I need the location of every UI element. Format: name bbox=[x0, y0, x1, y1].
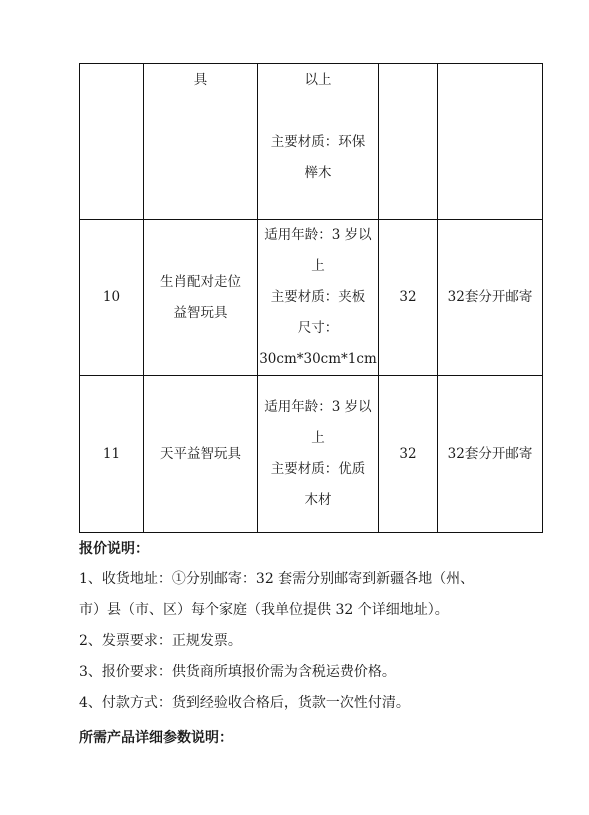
cell-name bbox=[144, 64, 258, 220]
spec-line: 尺寸： bbox=[297, 320, 339, 336]
spec-line: 主要材质：环保 bbox=[270, 134, 366, 150]
spec-gap bbox=[258, 96, 378, 127]
spec-line: 主要材质：优质 bbox=[270, 461, 366, 477]
quote-heading: 报价说明： bbox=[79, 541, 149, 557]
cell-qty bbox=[379, 64, 438, 220]
cell-remark: 32套分开邮寄 bbox=[438, 376, 543, 533]
quote-item: 2、发票要求：正规发票。 bbox=[79, 633, 242, 649]
cell-name: 天平益智玩具 bbox=[144, 376, 258, 533]
spec-line: 30cm*30cm*1cm bbox=[259, 351, 377, 367]
cell-qty: 32 bbox=[379, 376, 438, 533]
name-line: 益智玩具 bbox=[173, 304, 228, 321]
spec-line: 适用年龄：3 岁以 bbox=[264, 227, 372, 243]
params-heading: 所需产品详细参数说明： bbox=[79, 730, 233, 746]
cell-name bbox=[144, 220, 258, 376]
table-row bbox=[80, 64, 543, 220]
quote-item: 3、报价要求：供货商所填报价需为含税运费价格。 bbox=[79, 664, 396, 680]
product-spec-table bbox=[79, 63, 543, 533]
quote-item: 4、付款方式：货到经验收合格后，货款一次性付清。 bbox=[79, 695, 410, 711]
table-row bbox=[80, 376, 543, 533]
cell-no: 10 bbox=[80, 220, 144, 376]
spec-line: 以上 bbox=[304, 72, 332, 88]
spec-line: 上 bbox=[311, 258, 325, 274]
quote-notes bbox=[79, 534, 539, 719]
name-line: 生肖配对走位 bbox=[160, 273, 241, 290]
cell-remark bbox=[438, 64, 543, 220]
spec-line: 木材 bbox=[304, 492, 332, 508]
cell-spec bbox=[258, 376, 379, 533]
cell-no bbox=[80, 64, 144, 220]
table-row bbox=[80, 220, 543, 376]
cell-remark: 32套分开邮寄 bbox=[438, 220, 543, 376]
spec-line: 适用年龄：3 岁以 bbox=[264, 399, 372, 415]
quote-item: 市）县（市、区）每个家庭（我单位提供 32 个详细地址）。 bbox=[79, 602, 449, 618]
cell-no: 11 bbox=[80, 376, 144, 533]
cell-qty: 32 bbox=[379, 220, 438, 376]
spec-line: 上 bbox=[311, 430, 325, 446]
spec-line: 榉木 bbox=[304, 165, 332, 181]
cell-spec bbox=[258, 64, 379, 220]
cell-spec bbox=[258, 220, 379, 376]
quote-item: 1、收货地址：①分别邮寄：32 套需分别邮寄到新疆各地（州、 bbox=[79, 571, 475, 587]
name-line: 具 bbox=[193, 72, 208, 88]
spec-line: 主要材质：夹板 bbox=[270, 289, 366, 305]
